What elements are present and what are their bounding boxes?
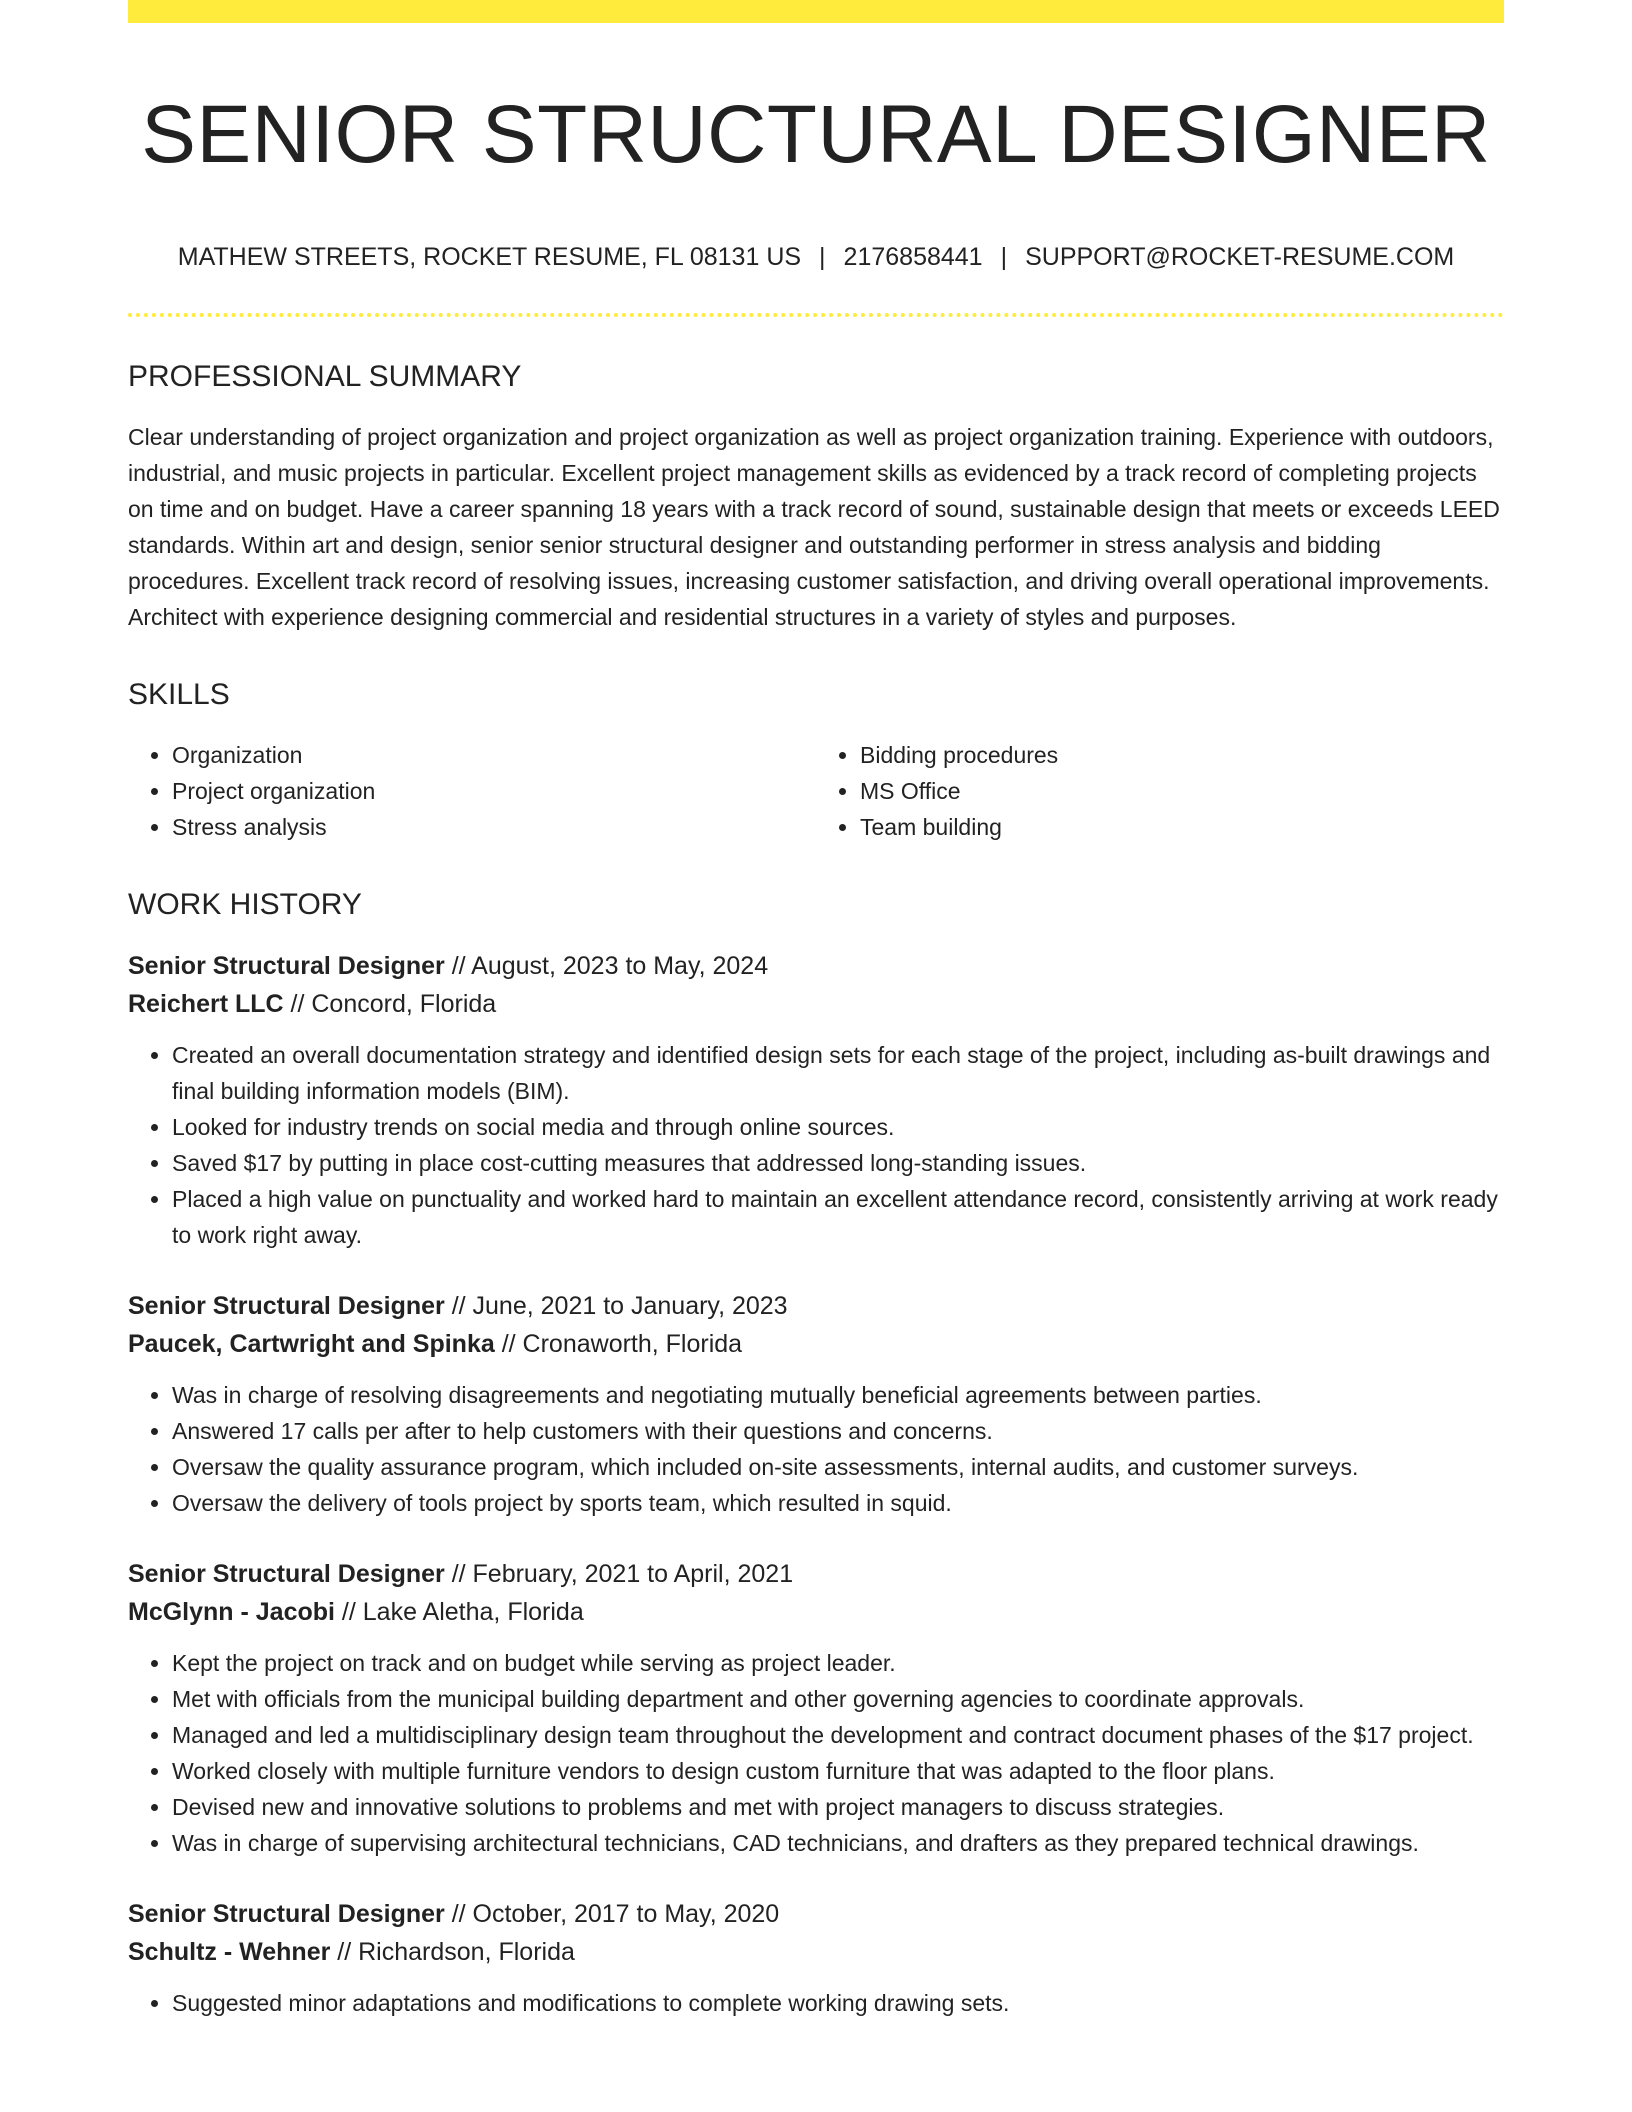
job-role: Senior Structural Designer [128, 1292, 445, 1320]
skill-item: • MS Office [860, 773, 1504, 809]
job-bullet: • Was in charge of resolving disagreements and negotiating mutually beneficial agreements between parties. [172, 1377, 1504, 1413]
job-bullet: • Worked closely with multiple furniture vendors to design custom furniture that was adapted to the floor plans. [172, 1753, 1504, 1789]
section-title-skills: SKILLS [128, 678, 230, 711]
job-bullets [128, 1037, 1504, 1253]
job-company: Paucek, Cartwright and Spinka [128, 1330, 495, 1358]
job-bullet: • Was in charge of supervising architectural technicians, CAD technicians, and drafters as they prepared technical drawings. [172, 1825, 1504, 1861]
job-bullet: • Oversaw the delivery of tools project by sports team, which resulted in squid. [172, 1485, 1504, 1521]
job-bullet: • Devised new and innovative solutions to problems and met with project managers to discuss strategies. [172, 1789, 1504, 1825]
skill-item: • Bidding procedures [860, 737, 1504, 773]
job-role-line [128, 1895, 1504, 1933]
job-location: // Concord, Florida [283, 990, 497, 1018]
job-entry [128, 947, 1504, 1253]
job-dates: // October, 2017 to May, 2020 [444, 1900, 780, 1928]
separator: | [819, 243, 826, 271]
job-role-line [128, 1555, 1504, 1593]
resume-title: SENIOR STRUCTURAL DESIGNER [141, 89, 1491, 180]
skills-column-left [128, 737, 816, 845]
job-dates: // February, 2021 to April, 2021 [444, 1560, 794, 1588]
accent-bar [128, 0, 1504, 23]
resume-page [128, 0, 1504, 2021]
dotted-divider [128, 313, 1504, 317]
job-location: // Lake Aletha, Florida [334, 1598, 584, 1626]
job-bullet: • Looked for industry trends on social media and through online sources. [172, 1109, 1504, 1145]
job-entry [128, 1555, 1504, 1861]
section-title-work: WORK HISTORY [128, 888, 362, 921]
skill-item: • Organization [172, 737, 816, 773]
job-company: Schultz - Wehner [128, 1938, 331, 1966]
summary-text: Clear understanding of project organization and project organization as well as project organization training. Experience with outdoors, industrial, and music projects in particular. Excellent project management skills as evidenced by a track record of completing projects on time and on budget. Have a career spanning 18 years with a track record of sound, sustainable design that meets or exceeds LEED standards. Within art and design, senior senior structural designer and outstanding performer in stress analysis and bidding procedures. Excellent track record of resolving issues, increasing customer satisfaction, and driving overall operational improvements. Architect with experience designing commercial and residential structures in a variety of styles and purposes. [128, 424, 1500, 630]
job-location: // Cronaworth, Florida [494, 1330, 743, 1358]
job-bullets [128, 1985, 1504, 2021]
job-role: Senior Structural Designer [128, 952, 445, 980]
skills-column-right [816, 737, 1504, 845]
job-bullets [128, 1377, 1504, 1521]
section-title-summary: PROFESSIONAL SUMMARY [128, 360, 522, 393]
contact-line [128, 241, 1504, 273]
job-company-line [128, 1593, 1504, 1631]
job-bullets [128, 1645, 1504, 1861]
address: MATHEW STREETS, ROCKET RESUME, FL 08131 US [177, 243, 802, 271]
job-bullet: • Created an overall documentation strategy and identified design sets for each stage of the project, including as-built drawings and final building information models (BIM). [172, 1037, 1504, 1109]
job-bullet: • Oversaw the quality assurance program, which included on-site assessments, internal audits, and customer surveys. [172, 1449, 1504, 1485]
job-bullet: • Suggested minor adaptations and modifications to complete working drawing sets. [172, 1985, 1504, 2021]
job-location: // Richardson, Florida [330, 1938, 575, 1966]
job-role: Senior Structural Designer [128, 1900, 445, 1928]
job-company: Reichert LLC [128, 990, 284, 1018]
job-company-line [128, 985, 1504, 1023]
job-dates: // August, 2023 to May, 2024 [444, 952, 769, 980]
job-role: Senior Structural Designer [128, 1560, 445, 1588]
job-entry [128, 1895, 1504, 2021]
job-bullet: • Saved $17 by putting in place cost-cutting measures that addressed long-standing issues. [172, 1145, 1504, 1181]
job-entry [128, 1287, 1504, 1521]
email: SUPPORT@ROCKET-RESUME.COM [1025, 243, 1455, 271]
separator: | [1000, 243, 1008, 271]
job-company-line [128, 1933, 1504, 1971]
job-company-line [128, 1325, 1504, 1363]
job-role-line [128, 1287, 1504, 1325]
phone: 2176858441 [843, 243, 983, 271]
job-dates: // June, 2021 to January, 2023 [444, 1292, 788, 1320]
job-bullet: • Managed and led a multidisciplinary design team throughout the development and contract document phases of the $17 project. [172, 1717, 1504, 1753]
job-role-line [128, 947, 1504, 985]
skill-item: • Project organization [172, 773, 816, 809]
job-company: McGlynn - Jacobi [128, 1598, 335, 1626]
job-bullet: • Met with officials from the municipal building department and other governing agencies to coordinate approvals. [172, 1681, 1504, 1717]
job-bullet: • Placed a high value on punctuality and worked hard to maintain an excellent attendance record, consistently arriving at work ready to work right away. [172, 1181, 1504, 1253]
job-bullet: • Answered 17 calls per after to help customers with their questions and concerns. [172, 1413, 1504, 1449]
skill-item: • Stress analysis [172, 809, 816, 845]
skills-list [128, 737, 1504, 845]
skill-item: • Team building [860, 809, 1504, 845]
job-bullet: • Kept the project on track and on budget while serving as project leader. [172, 1645, 1504, 1681]
